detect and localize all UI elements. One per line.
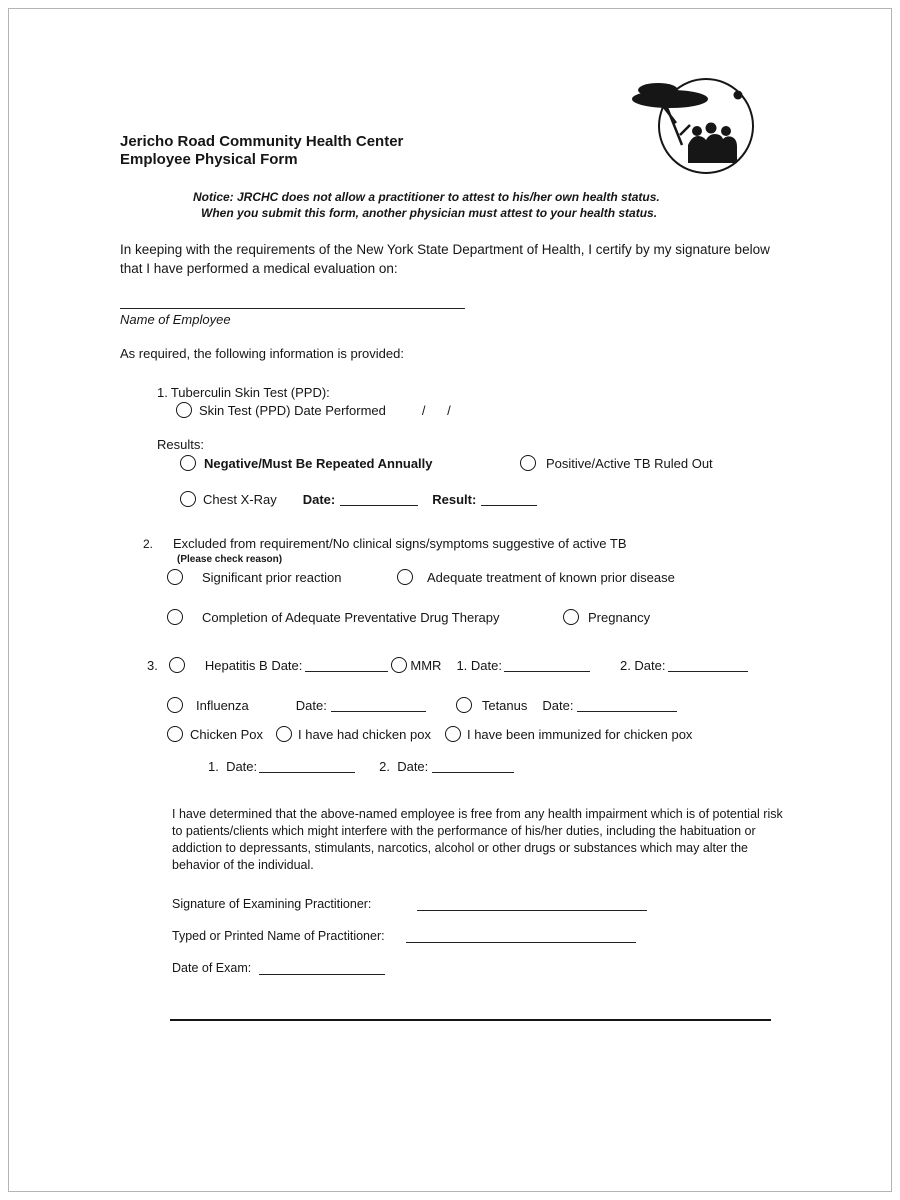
mmr-date2-blank[interactable] bbox=[668, 659, 748, 672]
section2-number: 2. bbox=[143, 536, 154, 551]
signature-row bbox=[172, 897, 647, 911]
intro-paragraph: In keeping with the requirements of the New York State Department of Health, I certify by my signature below that I have performed a medical evaluation on: bbox=[120, 242, 770, 276]
skin-test-date-slashes: / / bbox=[421, 402, 451, 418]
signature-blank[interactable] bbox=[417, 898, 647, 911]
chest-xray-label: Chest X-Ray bbox=[203, 491, 277, 507]
chickenpox-date1-label: 1. Date: bbox=[208, 759, 258, 774]
radio-chicken-pox[interactable] bbox=[167, 726, 183, 742]
org-name: Jericho Road Community Health Center bbox=[120, 133, 404, 150]
radio-immunized-chicken-pox[interactable] bbox=[445, 726, 461, 742]
completion-therapy-label: Completion of Adequate Preventative Drug Therapy bbox=[202, 609, 500, 625]
hepatitis-mmr-row bbox=[147, 657, 748, 673]
section2-reason-note: (Please check reason) bbox=[177, 554, 283, 565]
section1-heading bbox=[157, 385, 330, 400]
mmr-label: MMR bbox=[410, 657, 442, 673]
employee-name-blank[interactable] bbox=[120, 294, 465, 309]
practitioner-name-row bbox=[172, 929, 636, 943]
radio-positive[interactable] bbox=[520, 455, 536, 471]
info-provided-text: As required, the following information is provided: bbox=[120, 346, 404, 361]
hepatitis-b-date-blank[interactable] bbox=[305, 659, 388, 672]
bottom-divider bbox=[170, 1019, 771, 1021]
radio-completion-therapy[interactable] bbox=[167, 609, 183, 625]
employee-name-label: Name of Employee bbox=[120, 312, 231, 327]
adequate-treatment-option bbox=[397, 569, 675, 585]
notice-line-2: When you submit this form, another physician must attest to your health status. bbox=[201, 206, 658, 220]
tetanus-date-blank[interactable] bbox=[577, 699, 677, 712]
adequate-treatment-label: Adequate treatment of known prior disease bbox=[427, 569, 675, 585]
section3-number: 3. bbox=[147, 657, 158, 673]
completion-therapy-option bbox=[167, 609, 500, 625]
positive-option bbox=[520, 455, 713, 471]
section2-title: Excluded from requirement/No clinical signs/symptoms suggestive of active TB bbox=[173, 536, 627, 551]
influenza-date-blank[interactable] bbox=[331, 699, 426, 712]
date-of-exam-label: Date of Exam: bbox=[172, 961, 252, 975]
results-label: Results: bbox=[157, 437, 204, 452]
chicken-pox-label: Chicken Pox bbox=[190, 726, 263, 742]
acacia-tree-logo bbox=[630, 73, 765, 180]
skin-test-row bbox=[176, 402, 451, 418]
hepatitis-b-label: Hepatitis B Date: bbox=[204, 657, 303, 673]
chest-xray-row bbox=[180, 491, 537, 507]
mmr-date2-label: 2. Date: bbox=[619, 657, 666, 673]
mmr-date1-blank[interactable] bbox=[504, 659, 590, 672]
form-title: Employee Physical Form bbox=[120, 151, 298, 168]
section1-title: Tuberculin Skin Test (PPD): bbox=[170, 385, 330, 400]
radio-chest-xray[interactable] bbox=[180, 491, 196, 507]
chickenpox-date1-blank[interactable] bbox=[259, 760, 355, 773]
practitioner-name-blank[interactable] bbox=[406, 930, 636, 943]
skin-test-label: Skin Test (PPD) Date Performed bbox=[199, 402, 386, 418]
chest-date-blank[interactable] bbox=[340, 493, 418, 506]
notice-line-1: Notice: JRCHC does not allow a practitioner to attest to his/her own health status. bbox=[193, 190, 660, 204]
radio-hepatitis-b[interactable] bbox=[169, 657, 185, 673]
influenza-label: Influenza bbox=[196, 697, 249, 713]
page-border bbox=[8, 8, 892, 1192]
influenza-date-label: Date: bbox=[295, 697, 327, 713]
date-of-exam-blank[interactable] bbox=[259, 962, 385, 975]
chickenpox-row bbox=[167, 726, 692, 742]
radio-significant-prior-reaction[interactable] bbox=[167, 569, 183, 585]
mmr-date1-label: 1. Date: bbox=[456, 657, 502, 673]
influenza-tetanus-row bbox=[167, 697, 677, 713]
chickenpox-date2-label: 2. Date: bbox=[379, 759, 429, 774]
radio-negative[interactable] bbox=[180, 455, 196, 471]
radio-had-chicken-pox[interactable] bbox=[276, 726, 292, 742]
chickenpox-dates-row bbox=[208, 759, 514, 774]
signature-label: Signature of Examining Practitioner: bbox=[172, 897, 372, 911]
chest-date-label: Date: bbox=[302, 491, 336, 507]
significant-reaction-option bbox=[167, 569, 341, 585]
chest-result-label: Result: bbox=[432, 491, 477, 507]
chickenpox-date2-blank[interactable] bbox=[432, 760, 514, 773]
attestation-paragraph: I have determined that the above-named employee is free from any health impairment which is of potential risk to patients/clients which might interfere with the performance of his/her duties, including the habituation or addiction to depressants, stimulants, narcotics, alcohol or other drugs or substances which may alter the behavior of the individual. bbox=[172, 807, 783, 872]
radio-influenza[interactable] bbox=[167, 697, 183, 713]
radio-adequate-treatment[interactable] bbox=[397, 569, 413, 585]
tetanus-date-label: Date: bbox=[542, 697, 574, 713]
practitioner-name-label: Typed or Printed Name of Practitioner: bbox=[172, 929, 385, 943]
section1-number: 1. bbox=[157, 385, 168, 400]
negative-label: Negative/Must Be Repeated Annually bbox=[204, 455, 433, 471]
significant-reaction-label: Significant prior reaction bbox=[202, 569, 342, 585]
chest-result-blank[interactable] bbox=[481, 493, 537, 506]
negative-option bbox=[180, 455, 433, 471]
pregnancy-label: Pregnancy bbox=[588, 609, 651, 625]
radio-mmr[interactable] bbox=[391, 657, 407, 673]
radio-tetanus[interactable] bbox=[456, 697, 472, 713]
immunized-chicken-pox-label: I have been immunized for chicken pox bbox=[466, 726, 693, 742]
section2-heading bbox=[143, 536, 627, 551]
date-of-exam-row bbox=[172, 961, 385, 975]
radio-skin-test-date[interactable] bbox=[176, 402, 192, 418]
radio-pregnancy[interactable] bbox=[563, 609, 579, 625]
notice bbox=[193, 189, 660, 221]
tetanus-label: Tetanus bbox=[481, 697, 528, 713]
had-chicken-pox-label: I have had chicken pox bbox=[297, 726, 431, 742]
pregnancy-option bbox=[563, 609, 650, 625]
positive-label: Positive/Active TB Ruled Out bbox=[546, 455, 713, 471]
